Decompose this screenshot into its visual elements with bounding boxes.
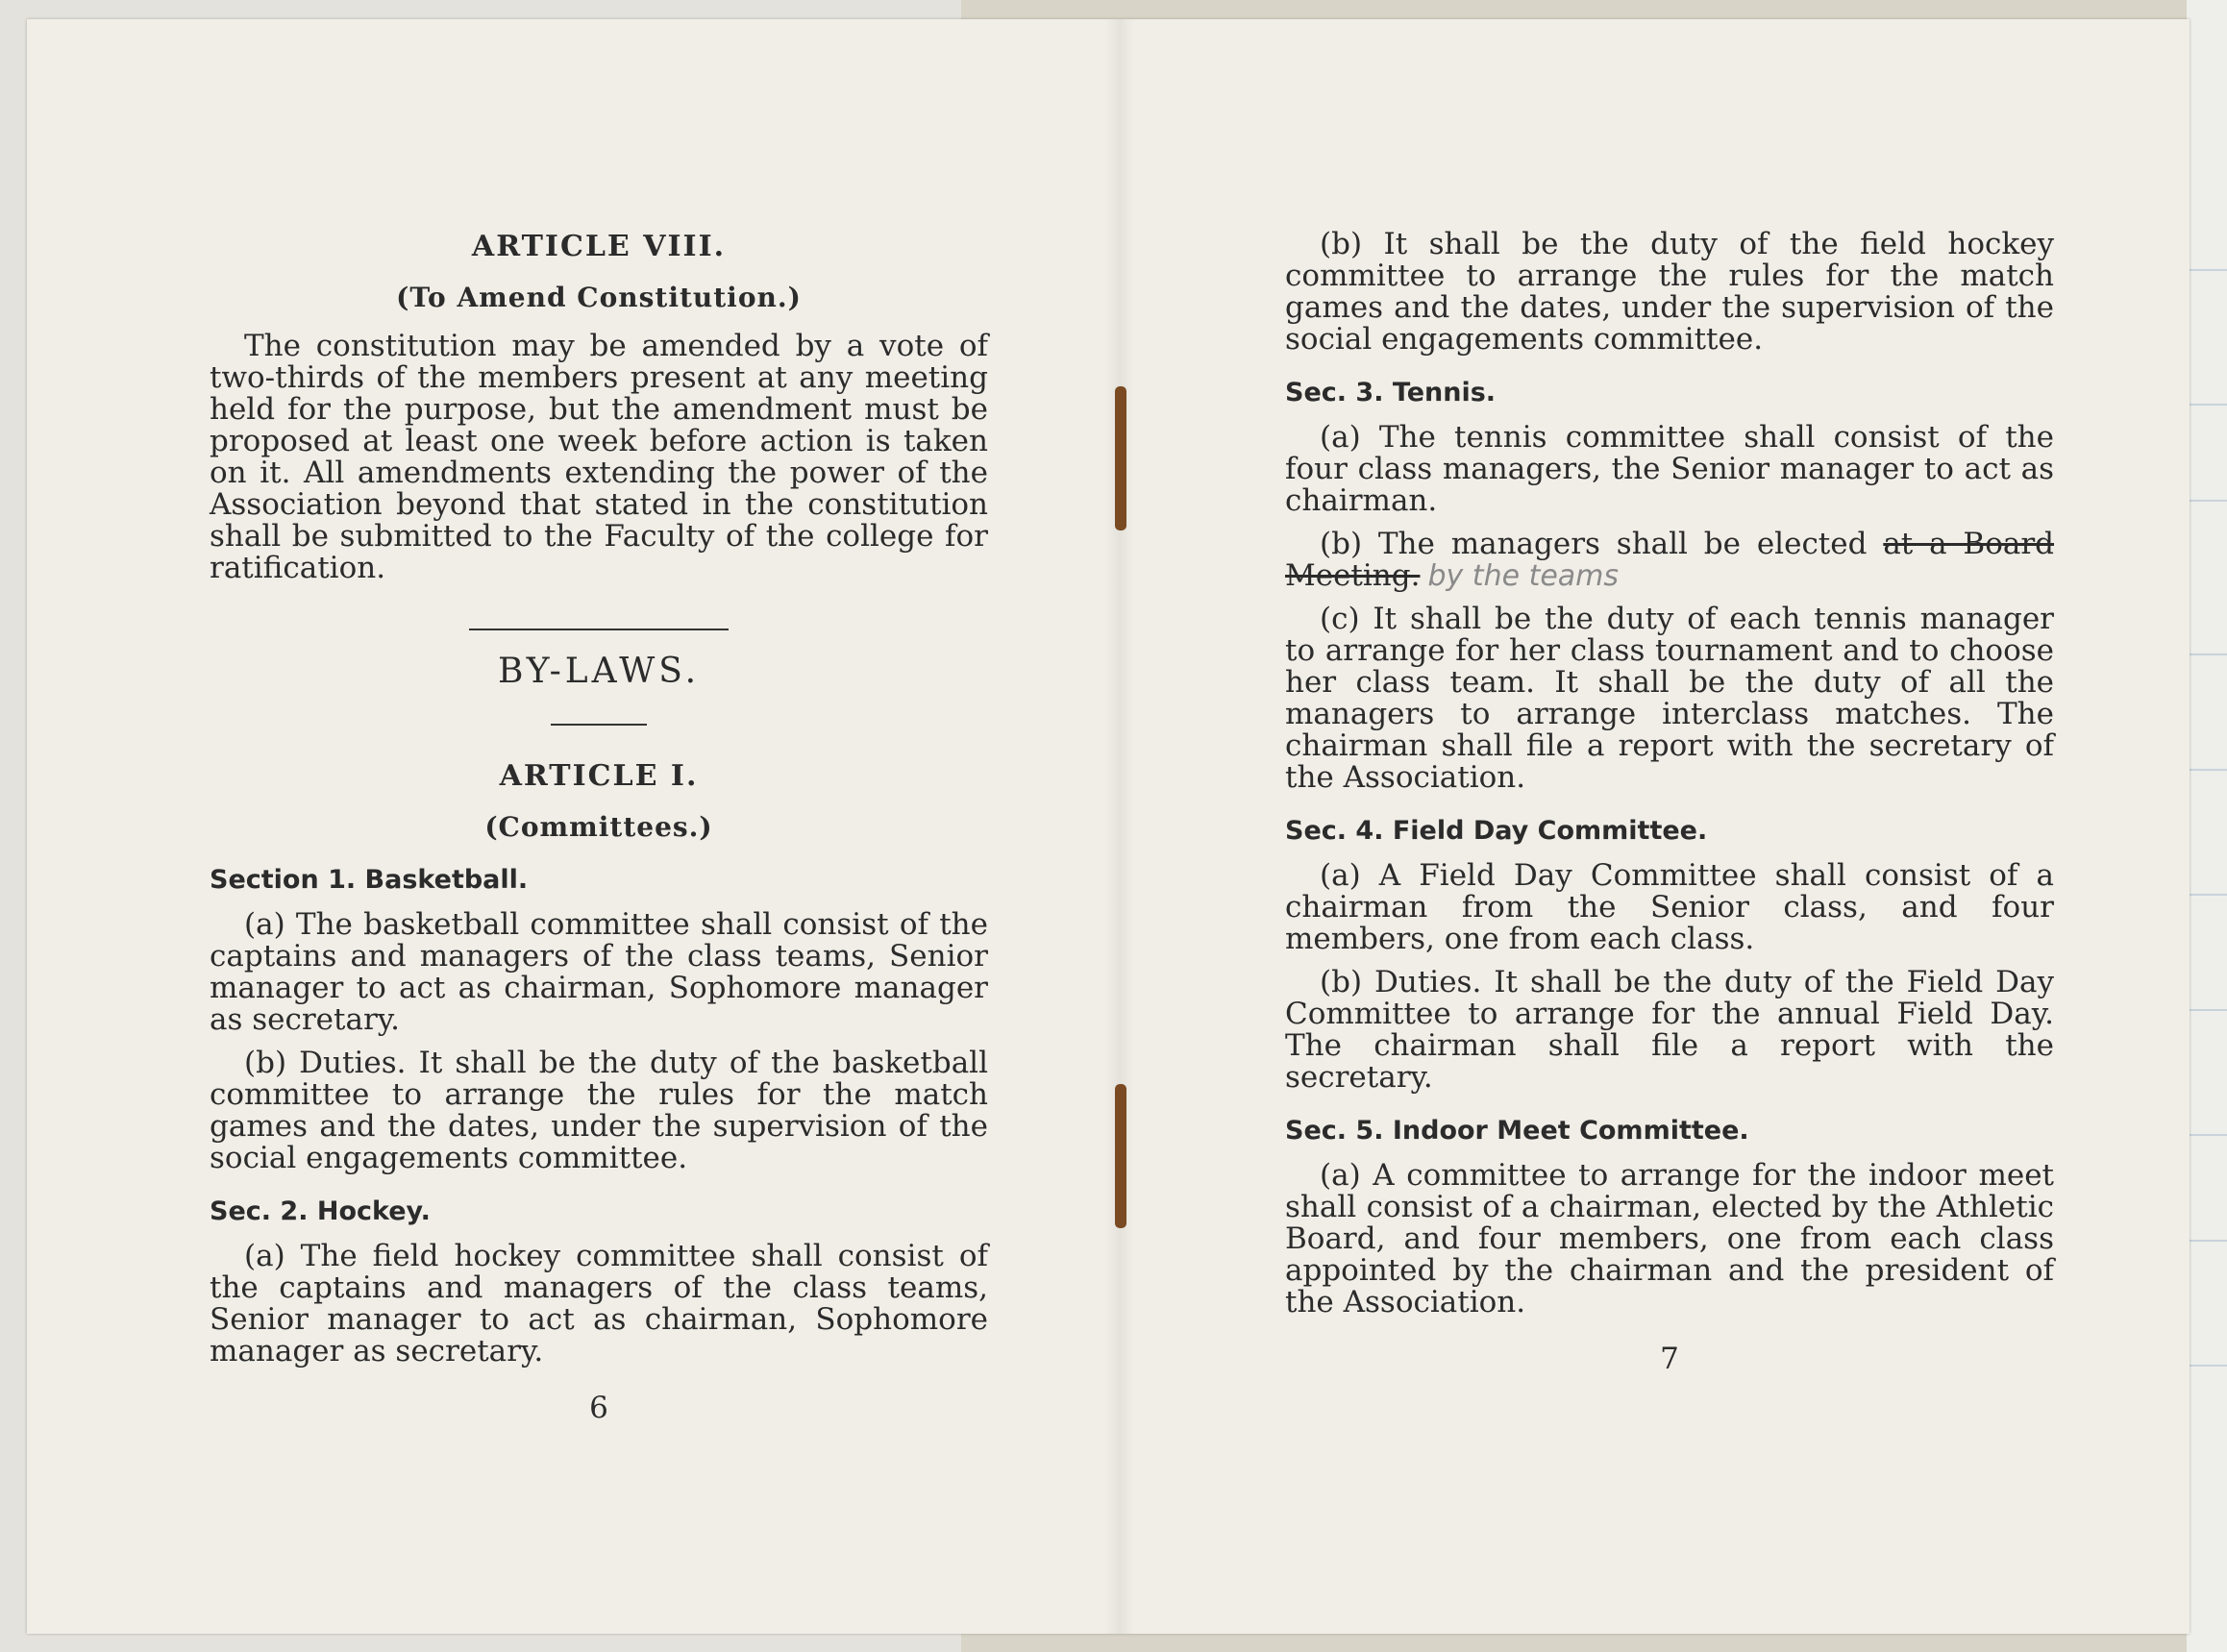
left-page: [210, 231, 988, 1424]
top-staple: [1115, 386, 1126, 530]
section-2-a: (a) The field hockey committee shall consist of the captains and managers of the class teams, Senior manager to act as chairman, Sophomore manager as secretary.: [210, 1239, 988, 1368]
article-8-heading: ARTICLE VIII.: [471, 230, 727, 263]
section-2-b: (b) It shall be the duty of the field hockey committee to arrange the rules for the match games and the dates, under the supervision of the social engagements committee.: [1285, 227, 2054, 357]
section-4-title: Sec. 4. Field Day Committee.: [1285, 816, 1708, 846]
booklet-gutter: [1105, 19, 1134, 1634]
section-2-title: Sec. 2. Hockey.: [210, 1196, 431, 1226]
bylaws-heading: BY-LAWS.: [497, 652, 701, 691]
page-number-right: 7: [1660, 1342, 1679, 1376]
right-page: [1285, 229, 2054, 1375]
divider-long: [469, 629, 729, 630]
bottom-staple: [1115, 1084, 1126, 1228]
struck-text: at a Board Meeting.: [1285, 527, 2055, 593]
handwritten-annotation: by the teams: [1427, 559, 1620, 593]
page-number-left: 6: [589, 1391, 608, 1425]
section-3-title: Sec. 3. Tennis.: [1285, 378, 1497, 407]
divider-short: [551, 724, 647, 726]
section-5-a: (a) A committee to arrange for the indoor meet shall consist of a chairman, elected by the Athletic Board, and four members, one from each class appointed by the chairman and the president of the Association.: [1285, 1158, 2054, 1319]
section-3-c: (c) It shall be the duty of each tennis manager to arrange for her class tournament and to choose her class team. It shall be the duty of all the managers to arrange interclass matches. The chairman shall file a report with the secretary of the Association.: [1285, 602, 2054, 795]
notebook-edge: [2187, 0, 2227, 1652]
section-4-a: (a) A Field Day Committee shall consist of a chairman from the Senior class, and four members, one from each class.: [1285, 858, 2054, 956]
section-3-a: (a) The tennis committee shall consist of the four class managers, the Senior manager to act as chairman.: [1285, 420, 2054, 518]
article-1-subheading: (Committees.): [484, 811, 713, 843]
section-5-title: Sec. 5. Indoor Meet Committee.: [1285, 1116, 1749, 1146]
section-1-b: (b) Duties. It shall be the duty of the basketball committee to arrange the rules for the match games and the dates, under the supervision of the social engagements committee.: [210, 1046, 988, 1175]
section-1-a: (a) The basketball committee shall consist of the captains and managers of the class teams, Senior manager to act as chairman, Sophomore manager as secretary.: [210, 907, 988, 1037]
section-4-b: (b) Duties. It shall be the duty of the Field Day Committee to arrange for the annual Field Day. The chairman shall file a report with the secretary.: [1285, 965, 2054, 1095]
article-8-subheading: (To Amend Constitution.): [396, 282, 802, 313]
section-3-b-text: (b) The managers shall be elected: [1320, 527, 1868, 561]
section-3-b: [1285, 529, 2054, 592]
section-1-title: Section 1. Basketball.: [210, 865, 529, 895]
article-8-text: The constitution may be amended by a vote of two-thirds of the members present at any meeting held for the purpose, but the amendment must be proposed at least one week before action is taken on it. All amendments extending the power of the Association beyond that stated in the constitution shall be submitted to the Faculty of the college for ratification.: [210, 329, 988, 585]
article-1-heading: ARTICLE I.: [499, 759, 699, 793]
